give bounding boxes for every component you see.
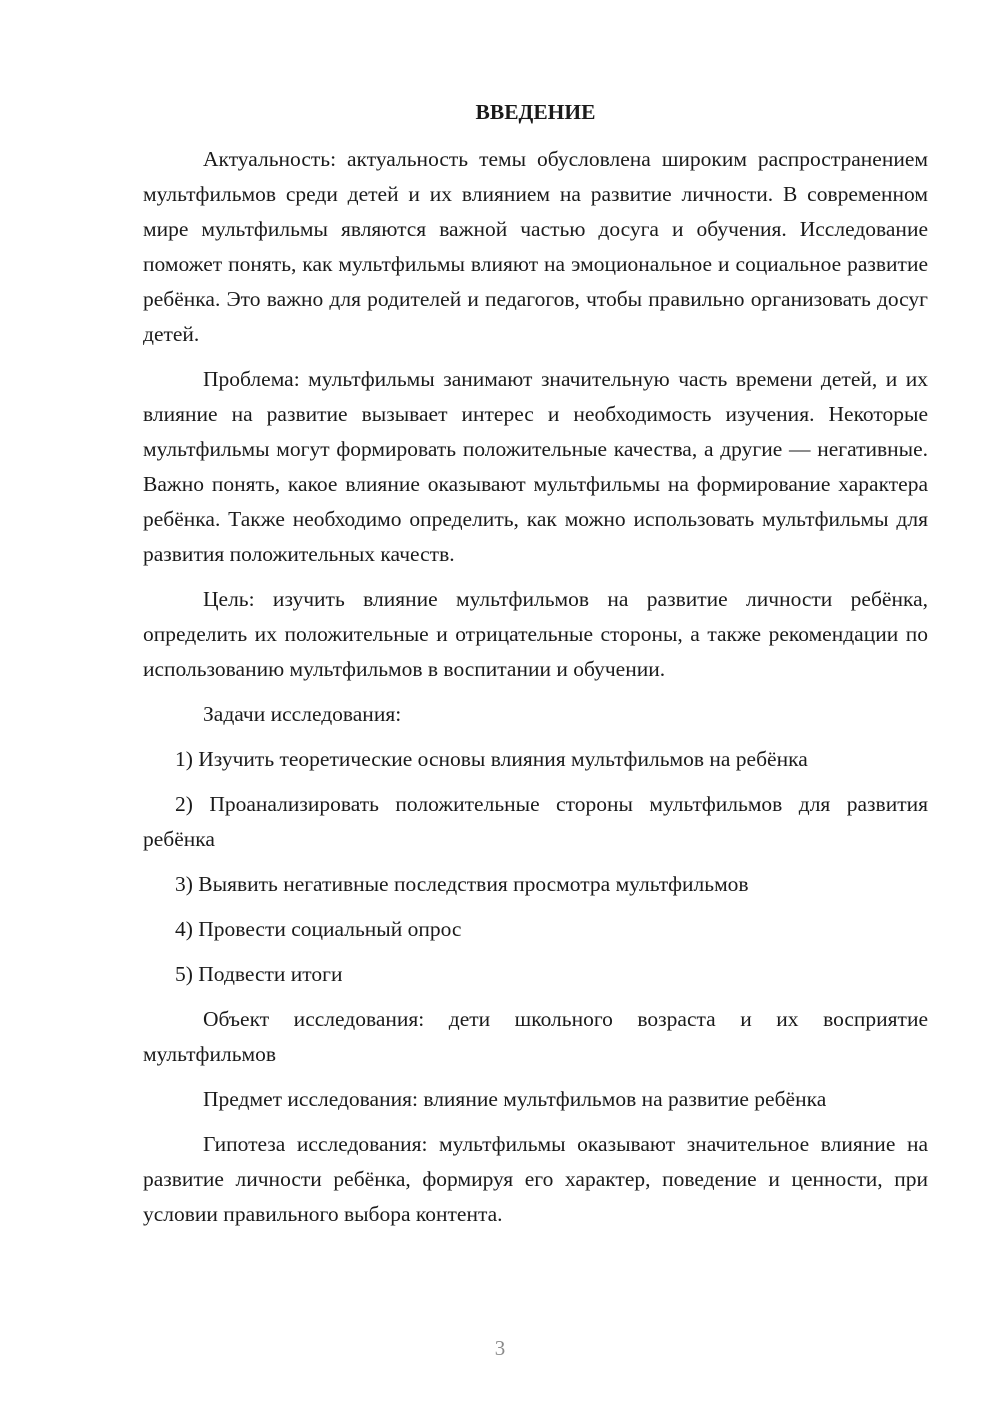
paragraph-object: Объект исследования: дети школьного возраста и их восприятие мультфильмов [143, 1007, 928, 1066]
page-number: 3 [494, 1336, 506, 1360]
paragraph-problem: Проблема: мультфильмы занимают значительную часть времени детей, и их влияние на развитие вызывает интерес и необходимость изучения. Некоторые мультфильмы могут формировать положительные качества, а другие — негативные. Важно понять, какое влияние оказывают мультфильмы на формирование характера ребёнка. Также необходимо определить, как можно использовать мультфильмы для развития положительных качеств. [143, 367, 928, 566]
task-item-5: 5) Подвести итоги [175, 962, 343, 986]
task-item-3: 3) Выявить негативные последствия просмотра мультфильмов [175, 872, 749, 896]
task-item-1: 1) Изучить теоретические основы влияния мультфильмов на ребёнка [175, 747, 808, 771]
paragraph-subject: Предмет исследования: влияние мультфильмов на развитие ребёнка [203, 1087, 827, 1111]
paragraph-goal: Цель: изучить влияние мультфильмов на развитие личности ребёнка, определить их положительные и отрицательные стороны, а также рекомендации по использованию мультфильмов в воспитании и обучении. [143, 587, 928, 681]
paragraph-hypothesis: Гипотеза исследования: мультфильмы оказывают значительное влияние на развитие личности ребёнка, формируя его характер, поведение и ценности, при условии правильного выбора контента. [143, 1132, 928, 1226]
task-item-2: 2) Проанализировать положительные стороны мультфильмов для развития ребёнка [143, 792, 928, 851]
task-item-4: 4) Провести социальный опрос [175, 917, 462, 941]
paragraph-relevance: Актуальность: актуальность темы обусловлена широким распространением мультфильмов среди детей и их влиянием на развитие личности. В современном мире мультфильмы являются важной частью досуга и обучения. Исследование поможет понять, как мультфильмы влияют на эмоциональное и социальное развитие ребёнка. Это важно для родителей и педагогов, чтобы правильно организовать досуг детей. [143, 147, 928, 346]
paragraph-tasks-heading: Задачи исследования: [203, 702, 402, 726]
page-content [143, 95, 928, 1242]
page-title: ВВЕДЕНИЕ [475, 100, 596, 124]
